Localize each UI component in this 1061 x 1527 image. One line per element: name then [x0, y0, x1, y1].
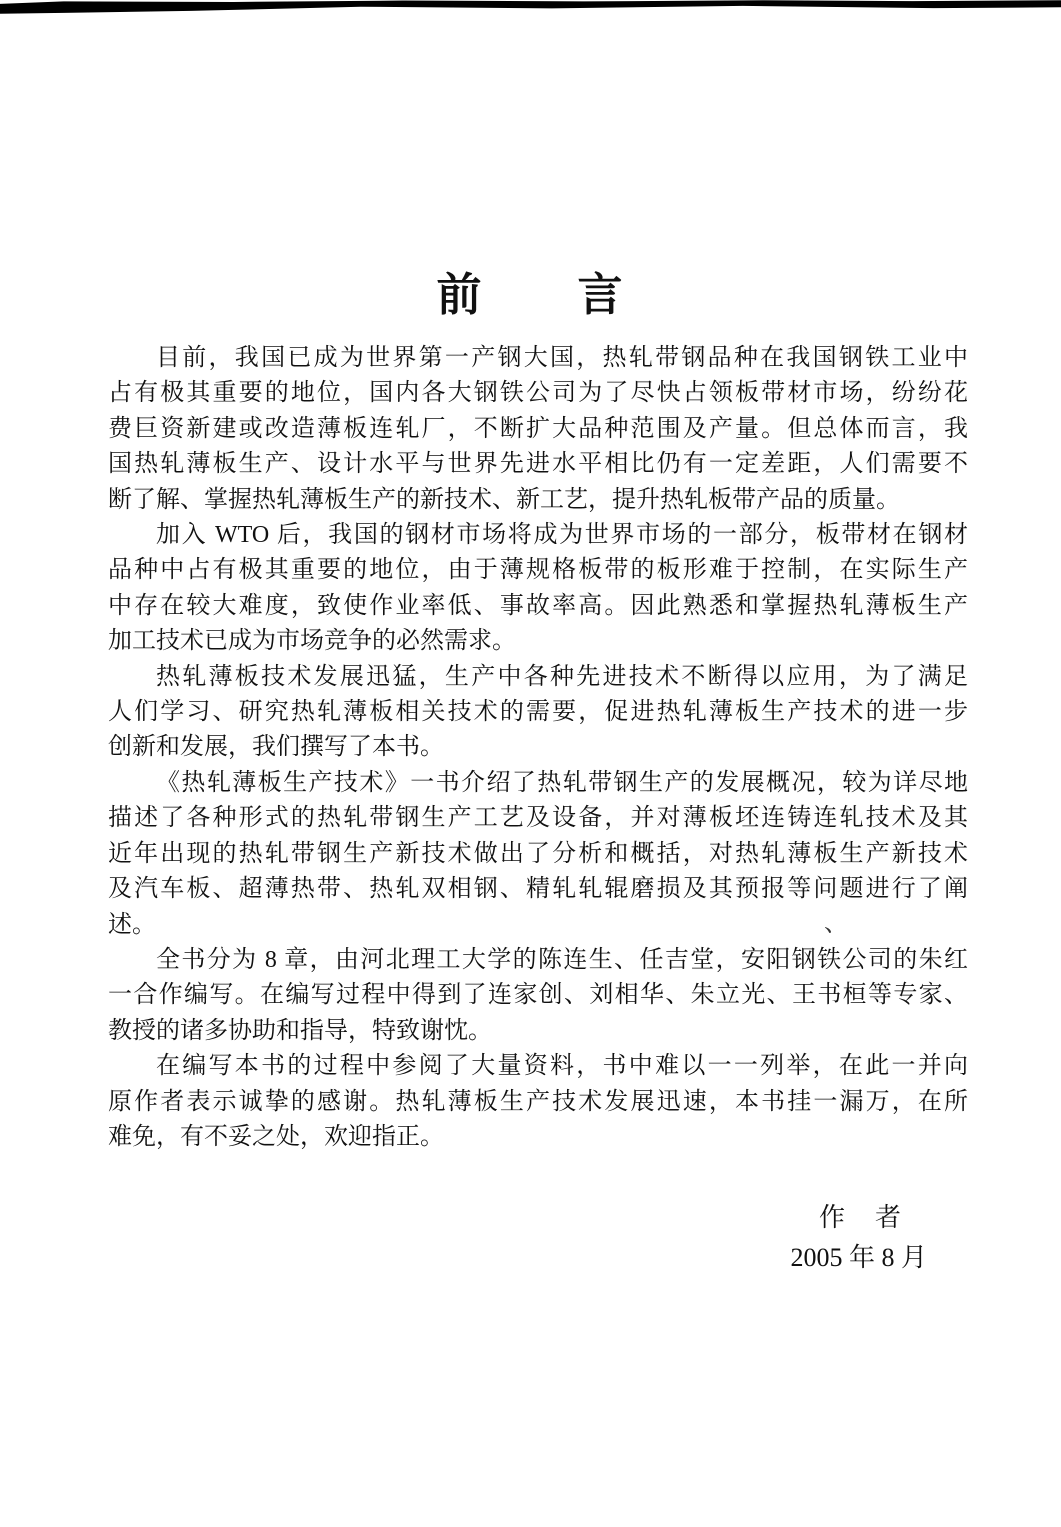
text-line: 在编写本书的过程中参阅了大量资料，书中难以一一列举，在此一并向 [156, 1053, 968, 1080]
text-line: 品种中占有极其重要的地位，由于薄规格板带的板形难于控制，在实际生产 [108, 557, 968, 584]
text-line: 人们学习、研究热轧薄板相关技术的需要，促进热轧薄板生产技术的进一步 [108, 699, 968, 726]
scan-artifact-bar [0, 0, 1061, 14]
page-title: 前 言 [436, 269, 625, 321]
text-line: 一合作编写。在编写过程中得到了连家创、刘相华、朱立光、王书桓等专家、 [108, 982, 968, 1009]
text-line: 国热轧薄板生产、设计水平与世界先进水平相比仍有一定差距，人们需要不 [108, 451, 968, 478]
text-line: 描述了各种形式的热轧带钢生产工艺及设备，并对薄板坯连铸连轧技术及其 [108, 805, 968, 832]
paragraph [108, 943, 968, 1049]
text-line: 费巨资新建或改造薄板连轧厂，不断扩大品种范围及产量。但总体而言，我 [108, 415, 968, 442]
paragraph [108, 660, 968, 766]
text-line: 断了解、掌握热轧薄板生产的新技术、新工艺，提升热轧板带产品的质量。 [108, 486, 900, 513]
signature-block [790, 1198, 927, 1278]
text-line: 教授的诸多协助和指导，特致谢忱。 [108, 1017, 492, 1044]
text-line: 热轧薄板技术发展迅猛，生产中各种先进技术不断得以应用，为了满足 [156, 663, 968, 690]
signature-date: 2005 年 8 月 [790, 1243, 927, 1272]
text-line: 中存在较大难度，致使作业率低、事故率高。因此熟悉和掌握热轧薄板生产 [108, 592, 968, 619]
text-line: 述。 [108, 911, 156, 938]
text-line: 及汽车板、超薄热带、热轧双相钢、精轧轧辊磨损及其预报等问题进行了阐 [108, 876, 968, 903]
text-line: 《热轧薄板生产技术》一书介绍了热轧带钢生产的发展概况，较为详尽地 [156, 769, 968, 796]
preface-body [108, 341, 968, 1155]
text-line: 原作者表示诚挚的感谢。热轧薄板生产技术发展迅速，本书挂一漏万，在所 [108, 1088, 968, 1115]
text-line: 近年出现的热轧带钢生产新技术做出了分析和概括，对热轧薄板生产新技术 [108, 840, 968, 867]
text-line: 加入 WTO 后，我国的钢材市场将成为世界市场的一部分，板带材在钢材 [156, 522, 968, 549]
paragraph [108, 341, 968, 518]
paragraph [108, 518, 968, 660]
text-line: 难免，有不妥之处，欢迎指正。 [108, 1123, 444, 1150]
text-line: 全书分为 8 章，由河北理工大学的陈连生、任吉堂，安阳钢铁公司的朱红 [156, 946, 968, 973]
text-line: 目前，我国已成为世界第一产钢大国，热轧带钢品种在我国钢铁工业中 [156, 345, 968, 371]
signature-author: 作 者 [818, 1203, 903, 1232]
paragraph [108, 1049, 968, 1155]
text-line: 创新和发展，我们撰写了本书。 [108, 734, 444, 761]
text-line: 占有极其重要的地位，国内各大钢铁公司为了尽快占领板带材市场，纷纷花 [108, 380, 968, 407]
scan-artifact-mark: 、 [824, 911, 848, 937]
text-line: 加工技术已成为市场竞争的必然需求。 [108, 628, 516, 655]
